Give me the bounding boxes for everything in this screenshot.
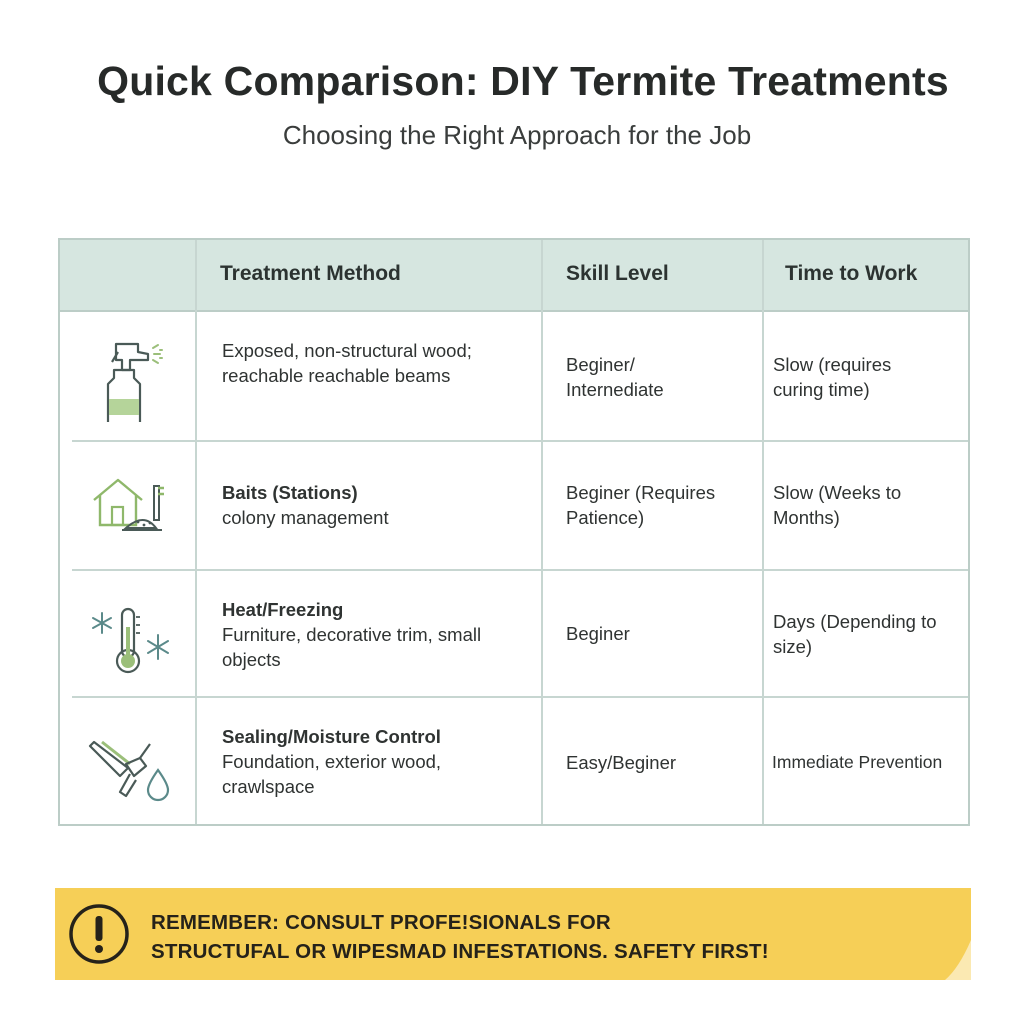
exclamation-circle-icon: [67, 902, 131, 966]
safety-banner: [55, 888, 971, 980]
time-to-work-cell: Days (Depending to size): [773, 611, 937, 657]
treatment-method-title: Sealing/Moisture Control: [222, 726, 441, 747]
treatment-method-cell: [222, 597, 522, 672]
treatment-method-cell: [222, 480, 522, 530]
table-row: [60, 312, 968, 440]
comparison-table: [58, 238, 970, 826]
treatment-method-cell: [222, 338, 522, 388]
house-bait-station-icon: [80, 456, 176, 552]
treatment-method-description: Furniture, decorative trim, small objects: [222, 624, 482, 670]
caulk-gun-droplet-icon: [80, 712, 176, 808]
treatment-method-cell: [222, 724, 522, 799]
skill-level-cell: Easy/Beginer: [566, 752, 677, 773]
header-treatment-method: Treatment Method: [220, 262, 401, 285]
time-to-work-cell: Slow (Weeks to Months): [773, 482, 902, 528]
skill-level-cell: Beginer (Requires Patience): [566, 482, 716, 528]
page-subtitle: Choosing the Right Approach for the Job: [282, 120, 752, 150]
treatment-method-title: Baits (Stations): [222, 482, 358, 503]
header-skill-level: Skill Level: [566, 262, 669, 285]
header-time-to-work: Time to Work: [785, 262, 918, 285]
safety-banner-line-2: STRUCTUFAL OR WIPESMAD INFESTATIONS. SAFETY FIRST!: [151, 940, 769, 963]
skill-level-cell: Beginer: [566, 623, 630, 644]
spray-bottle-icon: [80, 326, 176, 422]
banner-corner-decoration: [945, 940, 971, 980]
page-title: Quick Comparison: DIY Termite Treatments: [97, 58, 949, 104]
table-row: [60, 698, 968, 824]
treatment-method-description: colony management: [222, 507, 389, 528]
treatment-method-title: Heat/Freezing: [222, 599, 344, 620]
thermometer-snowflake-icon: [80, 585, 176, 681]
safety-banner-text: [151, 908, 951, 966]
table-row: [60, 571, 968, 696]
table-row: [60, 442, 968, 569]
skill-level-cell: Beginer/ Internediate: [566, 354, 664, 400]
time-to-work-cell: Slow (requires curing time): [773, 354, 892, 400]
treatment-method-description: Exposed, non-structural wood; reachable reachable beams: [222, 340, 472, 386]
safety-banner-line-1: REMEMBER: CONSULT PROFE!SIONALS FOR: [151, 911, 611, 934]
treatment-method-description: Foundation, exterior wood, crawlspace: [222, 751, 442, 797]
time-to-work-cell: Immediate Prevention: [772, 752, 943, 772]
